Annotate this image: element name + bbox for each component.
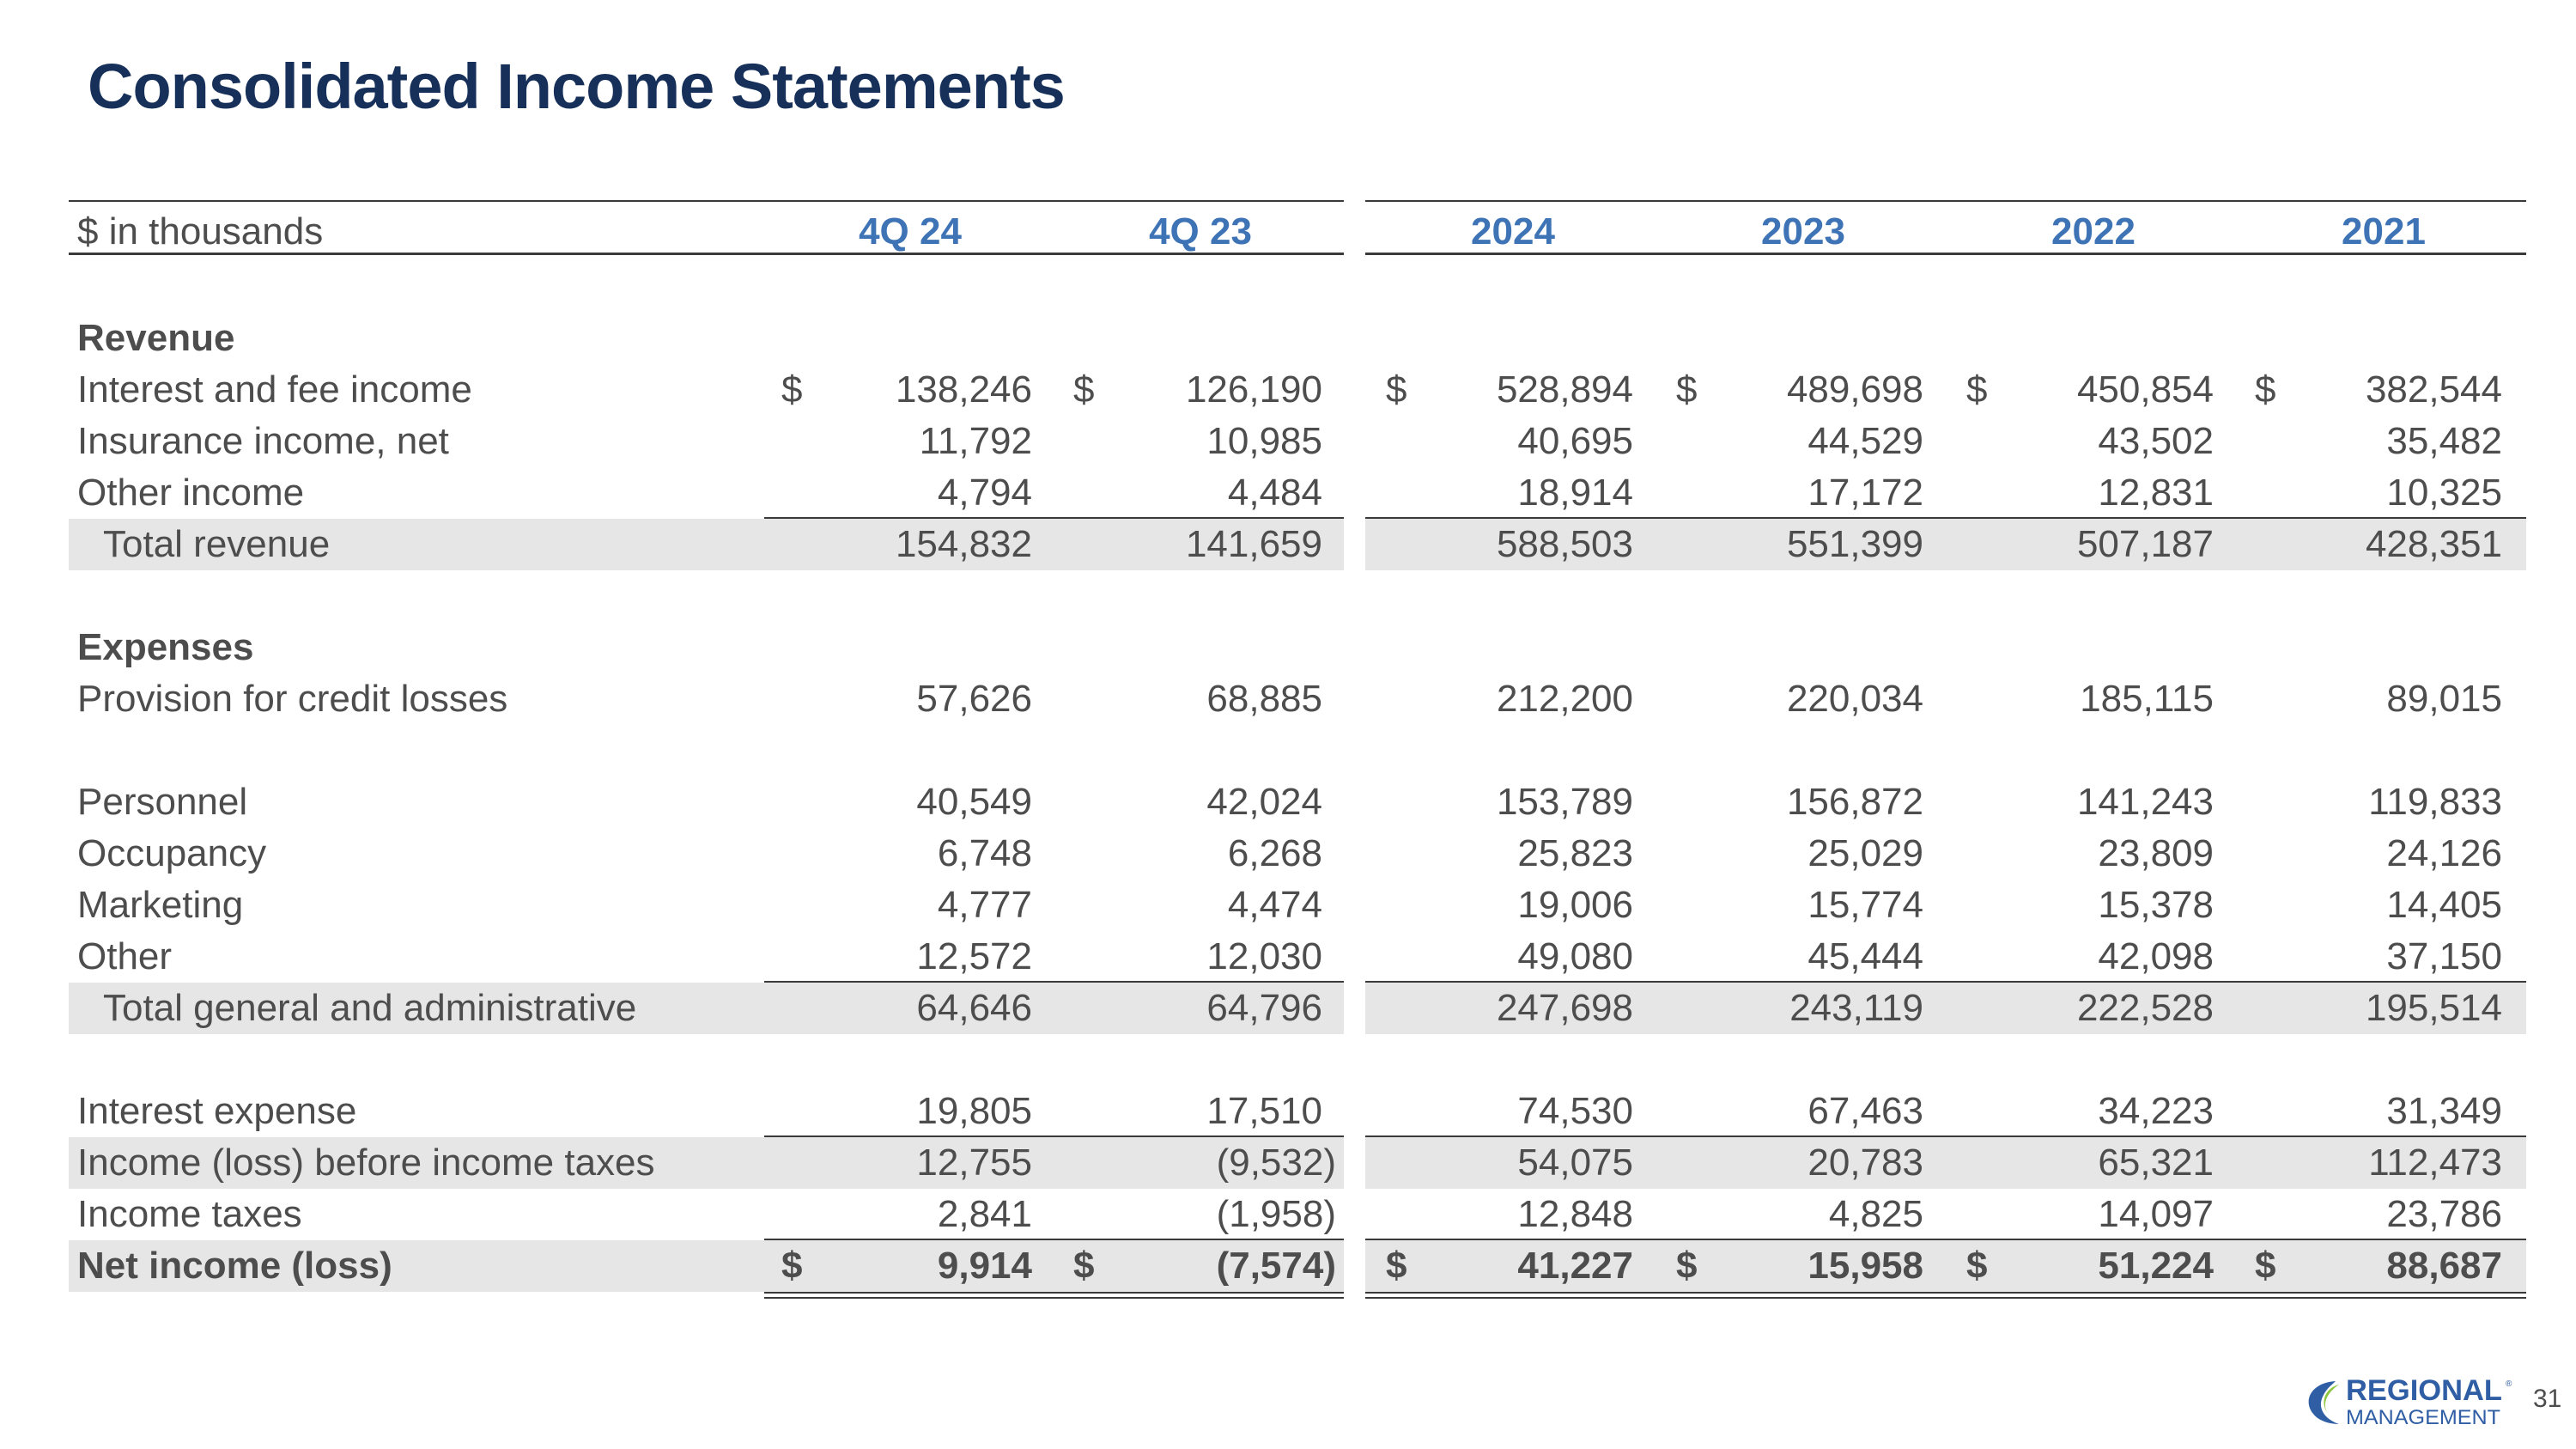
value-total-revenue: 588,503	[1496, 523, 1633, 565]
value-taxes: 23,786	[2386, 1193, 2502, 1235]
column-header-4q-24: 4Q 24	[859, 210, 962, 253]
value-taxes: (1,958)	[1216, 1193, 1336, 1235]
row-label-total-ga: Total general and administrative	[103, 987, 637, 1029]
value-pretax: 20,783	[1807, 1142, 1923, 1184]
value-interest-fee: 138,246	[895, 368, 1032, 411]
value-interest-expense: 74,530	[1517, 1090, 1633, 1132]
value-taxes: 14,097	[2098, 1193, 2214, 1235]
value-personnel: 153,789	[1496, 781, 1633, 823]
section-expenses: Expenses	[77, 626, 254, 668]
value-other: 37,150	[2386, 935, 2502, 977]
column-header-2021: 2021	[2342, 210, 2426, 253]
value-personnel: 119,833	[2368, 781, 2502, 823]
header-top-rule	[1365, 200, 2526, 202]
svg-text:®: ®	[2506, 1379, 2512, 1389]
currency-symbol: $	[1073, 368, 1095, 411]
value-net-income: 41,227	[1517, 1245, 1633, 1287]
value-other: 42,098	[2098, 935, 2214, 977]
value-net-income: 88,687	[2386, 1245, 2502, 1287]
value-personnel: 40,549	[916, 781, 1032, 823]
total-double-rule	[1365, 1292, 2526, 1294]
value-total-revenue: 507,187	[2076, 523, 2214, 565]
value-insurance: 35,482	[2386, 420, 2502, 462]
row-label-personnel: Personnel	[77, 781, 248, 823]
value-net-income: 15,958	[1807, 1245, 1923, 1287]
currency-symbol: $	[2255, 1245, 2276, 1287]
value-marketing: 4,474	[1227, 884, 1322, 926]
value-occupancy: 23,809	[2098, 832, 2214, 874]
page-number: 31	[2533, 1385, 2562, 1413]
value-marketing: 14,405	[2386, 884, 2502, 926]
currency-symbol: $	[1676, 368, 1698, 411]
value-insurance: 10,985	[1206, 420, 1322, 462]
value-interest-fee: 489,698	[1786, 368, 1923, 411]
value-taxes: 12,848	[1517, 1193, 1633, 1235]
value-other-income: 17,172	[1807, 472, 1923, 514]
currency-symbol: $	[2255, 368, 2276, 411]
value-occupancy: 24,126	[2386, 832, 2502, 874]
value-total-ga: 64,796	[1206, 987, 1322, 1029]
currency-symbol: $	[1073, 1245, 1095, 1287]
value-occupancy: 6,748	[937, 832, 1032, 874]
value-interest-fee: 382,544	[2365, 368, 2502, 411]
value-other-income: 4,484	[1227, 472, 1322, 514]
value-insurance: 40,695	[1517, 420, 1633, 462]
value-personnel: 156,872	[1786, 781, 1923, 823]
value-insurance: 11,792	[919, 420, 1032, 462]
value-total-ga: 222,528	[2076, 987, 2214, 1029]
value-net-income: 9,914	[937, 1245, 1032, 1287]
value-marketing: 4,777	[937, 884, 1032, 926]
currency-symbol: $	[1676, 1245, 1698, 1287]
value-marketing: 15,378	[2098, 884, 2214, 926]
value-interest-fee: 126,190	[1185, 368, 1322, 411]
value-interest-expense: 31,349	[2386, 1090, 2502, 1132]
value-other-income: 18,914	[1517, 472, 1633, 514]
row-label-provision: Provision for credit losses	[77, 678, 508, 720]
value-occupancy: 25,029	[1807, 832, 1923, 874]
currency-symbol: $	[1386, 1245, 1407, 1287]
value-net-income: 51,224	[2098, 1245, 2214, 1287]
value-interest-expense: 34,223	[2098, 1090, 2214, 1132]
value-pretax: 65,321	[2098, 1142, 2214, 1184]
value-interest-fee: 528,894	[1496, 368, 1633, 411]
value-other: 49,080	[1517, 935, 1633, 977]
value-total-ga: 195,514	[2365, 987, 2502, 1029]
row-label-marketing: Marketing	[77, 884, 244, 926]
value-provision: 220,034	[1786, 678, 1923, 720]
row-label-taxes: Income taxes	[77, 1193, 302, 1235]
column-header-2023: 2023	[1761, 210, 1845, 253]
value-other: 45,444	[1807, 935, 1923, 977]
value-provision: 185,115	[2080, 678, 2214, 720]
value-total-ga: 243,119	[1789, 987, 1923, 1029]
section-revenue: Revenue	[77, 317, 235, 359]
units-label: $ in thousands	[77, 210, 324, 253]
value-personnel: 141,243	[2076, 781, 2214, 823]
value-insurance: 43,502	[2098, 420, 2214, 462]
value-personnel: 42,024	[1206, 781, 1322, 823]
value-other-income: 4,794	[937, 472, 1032, 514]
svg-text:REGIONAL: REGIONAL	[2346, 1376, 2502, 1407]
total-double-rule	[764, 1292, 1344, 1294]
value-provision: 212,200	[1496, 678, 1633, 720]
value-taxes: 4,825	[1828, 1193, 1923, 1235]
currency-symbol: $	[781, 368, 803, 411]
value-other-income: 10,325	[2386, 472, 2502, 514]
row-label-interest-fee: Interest and fee income	[77, 368, 472, 411]
value-total-revenue: 428,351	[2365, 523, 2502, 565]
value-other: 12,030	[1206, 935, 1322, 977]
value-provision: 57,626	[916, 678, 1032, 720]
regional-management-logo	[2301, 1376, 2524, 1429]
value-net-income: (7,574)	[1216, 1245, 1336, 1287]
value-other: 12,572	[916, 935, 1032, 977]
page-title: Consolidated Income Statements	[88, 51, 1065, 122]
value-total-revenue: 141,659	[1185, 523, 1322, 565]
row-label-occupancy: Occupancy	[77, 832, 267, 874]
value-provision: 68,885	[1206, 678, 1322, 720]
value-taxes: 2,841	[937, 1193, 1032, 1235]
column-header-2024: 2024	[1471, 210, 1555, 253]
row-label-interest-expense: Interest expense	[77, 1090, 357, 1132]
value-pretax: (9,532)	[1216, 1142, 1336, 1184]
value-interest-fee: 450,854	[2076, 368, 2214, 411]
value-occupancy: 25,823	[1517, 832, 1633, 874]
currency-symbol: $	[1966, 1245, 1988, 1287]
currency-symbol: $	[1386, 368, 1407, 411]
currency-symbol: $	[1966, 368, 1988, 411]
value-insurance: 44,529	[1807, 420, 1923, 462]
value-total-revenue: 154,832	[895, 523, 1032, 565]
value-marketing: 15,774	[1807, 884, 1923, 926]
value-pretax: 112,473	[2368, 1142, 2502, 1184]
total-double-rule	[1365, 1297, 2526, 1299]
row-label-total-revenue: Total revenue	[103, 523, 331, 565]
row-label-net-income: Net income (loss)	[77, 1245, 392, 1287]
row-label-other: Other	[77, 935, 173, 977]
value-pretax: 54,075	[1517, 1142, 1633, 1184]
total-double-rule	[764, 1297, 1344, 1299]
value-interest-expense: 17,510	[1206, 1090, 1322, 1132]
value-total-ga: 64,646	[916, 987, 1032, 1029]
value-total-ga: 247,698	[1496, 987, 1633, 1029]
value-pretax: 12,755	[916, 1142, 1032, 1184]
value-total-revenue: 551,399	[1786, 523, 1923, 565]
value-marketing: 19,006	[1517, 884, 1633, 926]
value-interest-expense: 19,805	[916, 1090, 1032, 1132]
column-header-4q-23: 4Q 23	[1149, 210, 1252, 253]
svg-text:MANAGEMENT: MANAGEMENT	[2346, 1406, 2501, 1429]
value-interest-expense: 67,463	[1807, 1090, 1923, 1132]
value-provision: 89,015	[2386, 678, 2502, 720]
column-header-2022: 2022	[2051, 210, 2136, 253]
header-top-rule	[69, 200, 1344, 202]
row-label-other-income: Other income	[77, 472, 305, 514]
currency-symbol: $	[781, 1245, 803, 1287]
value-other-income: 12,831	[2098, 472, 2214, 514]
row-label-insurance: Insurance income, net	[77, 420, 449, 462]
value-occupancy: 6,268	[1227, 832, 1322, 874]
row-label-pretax: Income (loss) before income taxes	[77, 1142, 655, 1184]
